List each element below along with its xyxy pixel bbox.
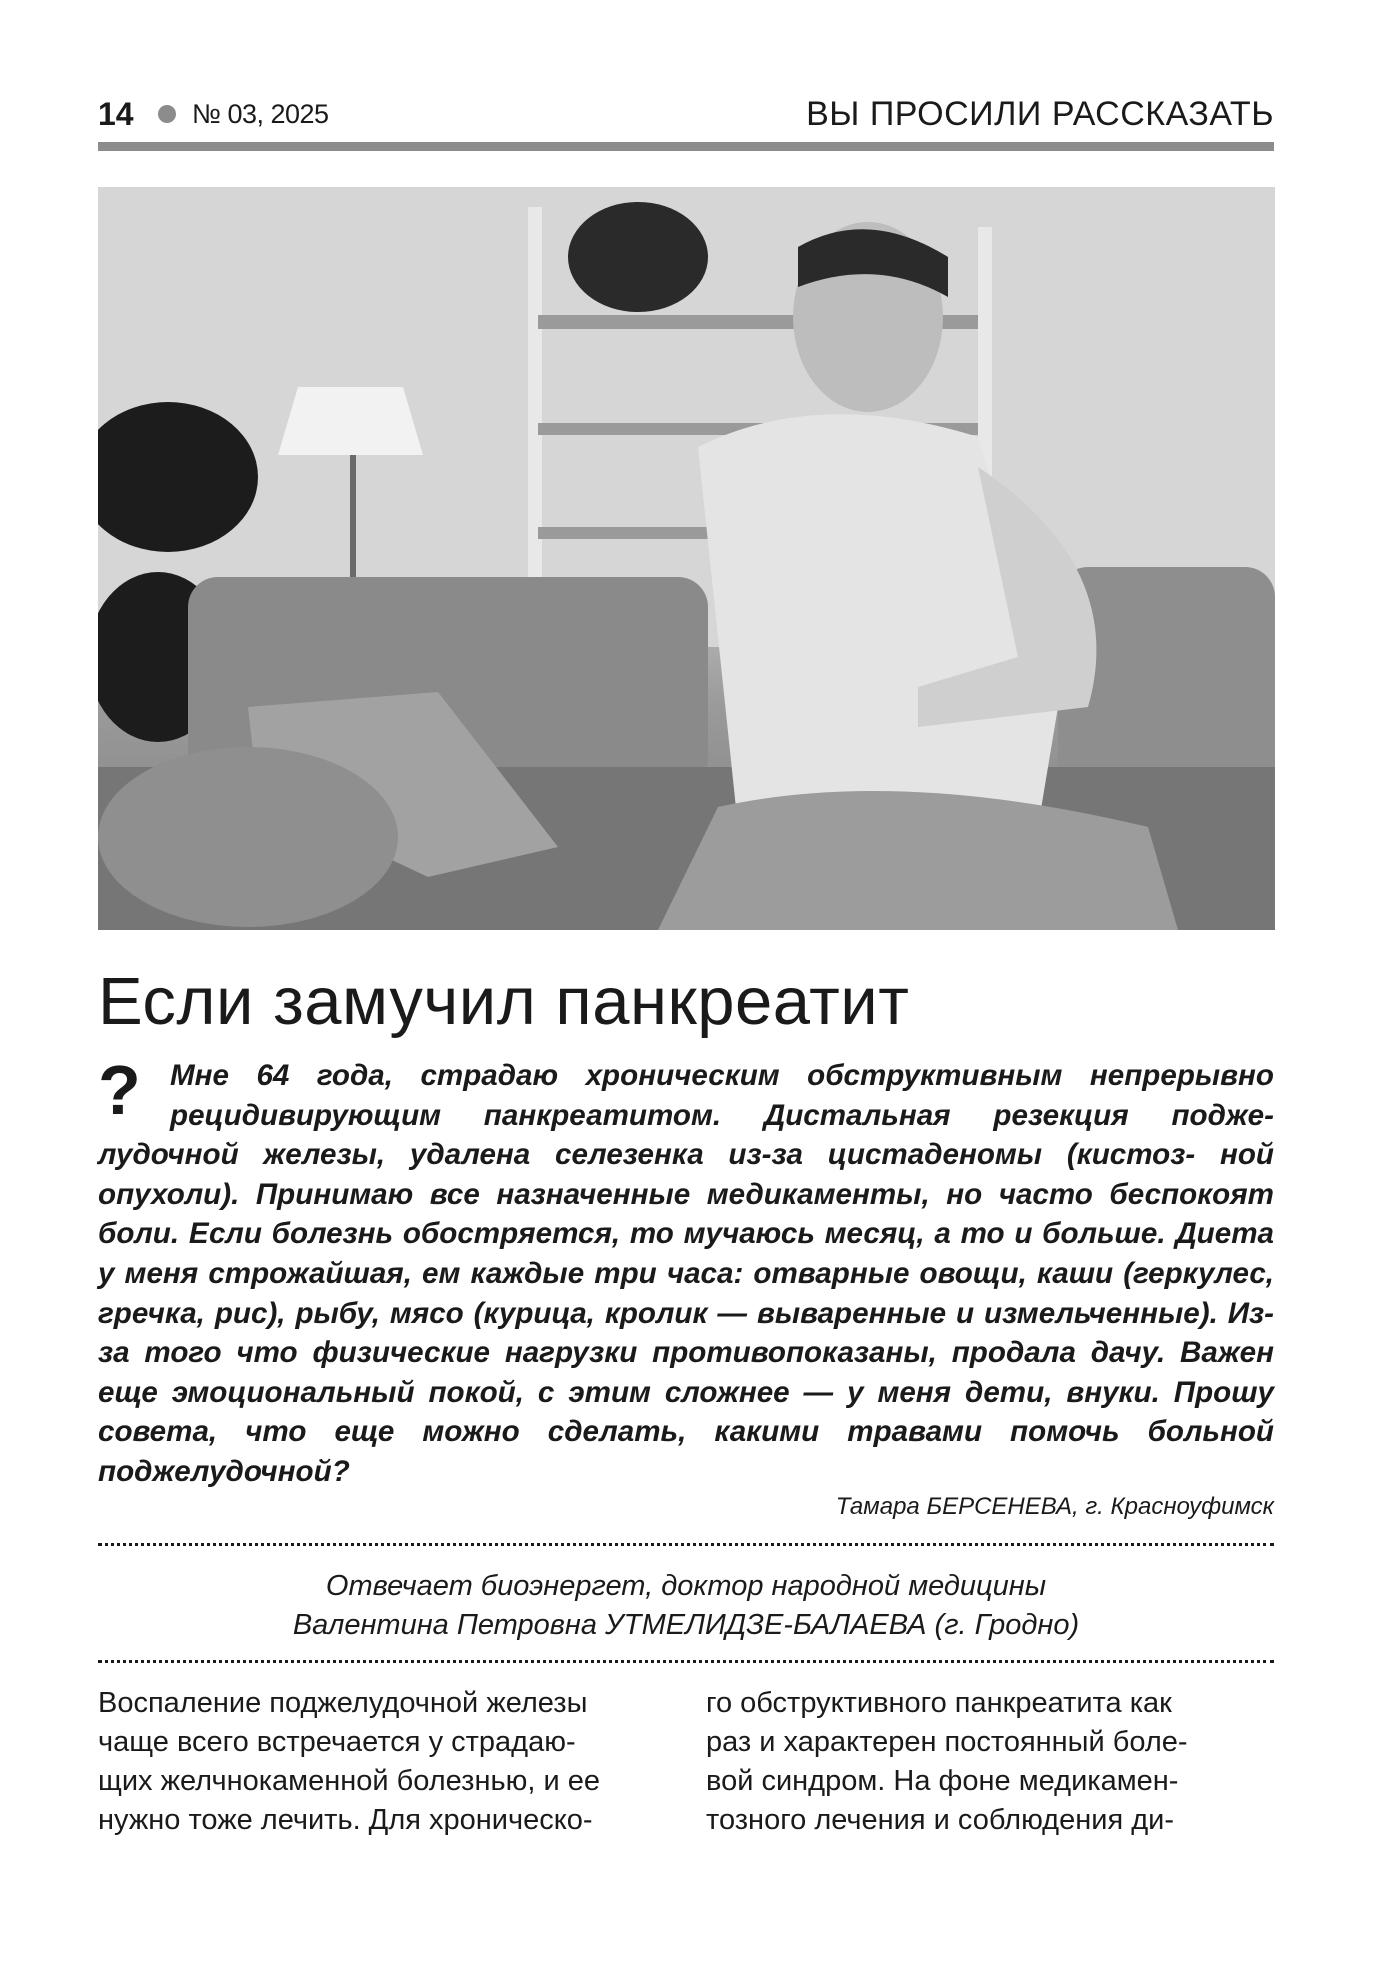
section-title: ВЫ ПРОСИЛИ РАССКАЗАТЬ: [806, 95, 1274, 133]
separator-dot: [158, 105, 176, 123]
article-photo: [98, 187, 1275, 930]
article-title: Если замучил панкреатит: [98, 964, 910, 1039]
question-line: с этим сложнее — у меня дети, внуки. Прошу совета, что еще можно: [98, 1375, 1274, 1449]
body-column-right: [706, 1684, 1274, 1840]
body-line: раз и характерен постоянный боле-: [706, 1726, 1188, 1758]
body-line: чаще всего встречается у страдаю-: [98, 1726, 576, 1758]
question-line: лудочной железы, удалена селезенка из-за цистаденомы (кистоз-: [98, 1138, 1220, 1172]
body-line: тозного лечения и соблюдения ди-: [706, 1804, 1174, 1836]
photo-illustration: [98, 187, 1275, 930]
page-number: 14: [98, 96, 134, 132]
question-line: Мне 64 года, страдаю хроническим обструктивным непрерывно: [170, 1059, 1274, 1092]
body-line: вой синдром. На фоне медикамен-: [706, 1765, 1179, 1797]
question-line: беспокоят боли. Если болезнь обостряется, то мучаюсь месяц, а то: [98, 1177, 1274, 1251]
question-line: вываренные и измельченные). Из-за того что физические нагрузки: [98, 1296, 1274, 1370]
page-header: [98, 92, 1274, 142]
reader-question: [98, 1056, 1274, 1492]
divider-dotted-top: [98, 1543, 1274, 1546]
question-line: овощи, каши (геркулес, гречка, рис), рыбу, мясо (курица, кролик —: [98, 1256, 1274, 1330]
issue-number: № 03, 2025: [192, 99, 329, 129]
question-line: противопоказаны, продала дачу. Важен еще эмоциональный покой,: [98, 1336, 1274, 1409]
answerer-line-2: Валентина Петровна УТМЕЛИДЗЕ-БАЛАЕВА (г. Гродно): [292, 1609, 1080, 1641]
answerer-credit: [98, 1567, 1274, 1645]
body-line: щих желчнокаменной болезнью, и ее: [98, 1765, 600, 1797]
answerer-line-1: Отвечает биоэнергет, доктор народной медицины: [325, 1570, 1047, 1602]
body-line: нужно тоже лечить. Для хроническо-: [98, 1804, 593, 1836]
body-column-left: [98, 1684, 658, 1840]
divider-dotted-bottom: [98, 1660, 1274, 1663]
question-line: и больше. Диета у меня строжайшая, ем каждые три часа: отварные: [98, 1217, 1274, 1290]
body-line: го обструктивного панкреатита как: [706, 1687, 1172, 1719]
body-line: Воспаление поджелудочной железы: [98, 1687, 588, 1719]
question-mark: ?: [98, 1051, 141, 1129]
question-line: ной опухоли). Принимаю все назначенные медикаменты, но часто: [98, 1138, 1274, 1211]
question-author: Тамара БЕРСЕНЕВА, г. Красноуфимск: [835, 1493, 1274, 1520]
question-line: сделать, какими травами помочь больной поджелудочной?: [98, 1415, 1274, 1488]
header-rule: [98, 142, 1274, 151]
question-line: рецидивирующим панкреатитом. Дистальная резекция подже-: [170, 1098, 1274, 1132]
